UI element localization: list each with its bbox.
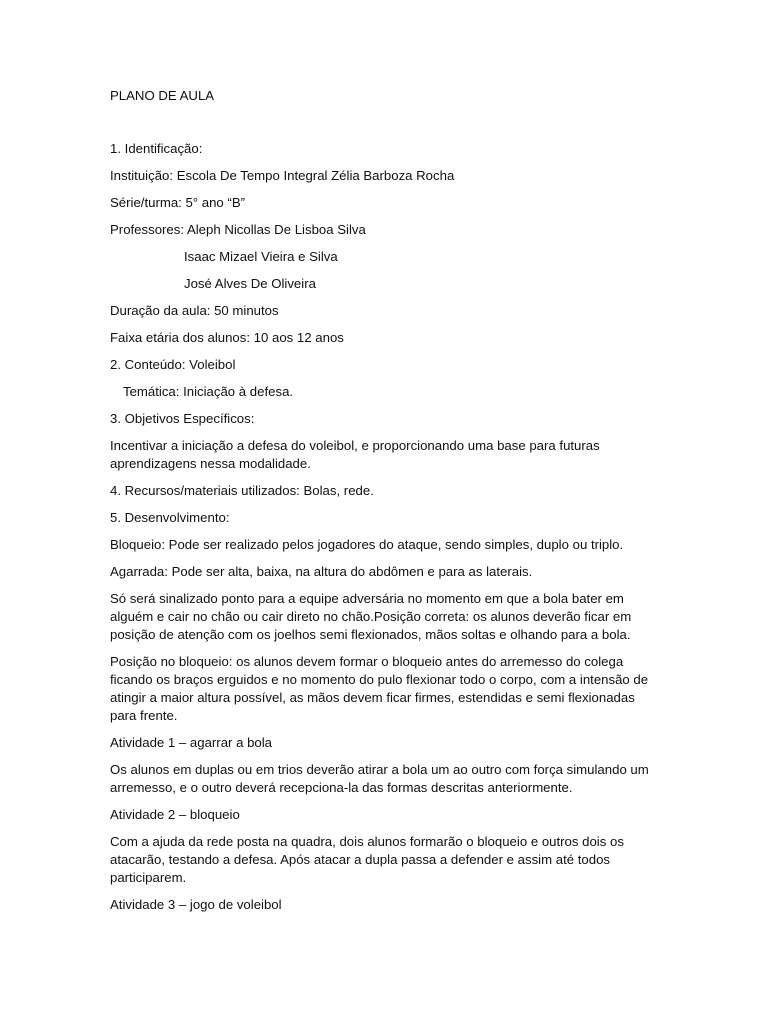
document-title: PLANO DE AULA — [110, 88, 215, 103]
objetivos-paragraph: Incentivar a iniciação a defesa do voleibol, e proporcionando uma base para futuras aprendizagens nessa modalidade. — [110, 438, 600, 471]
objetivos-heading: 3. Objetivos Específicos: — [110, 411, 255, 426]
ponto-paragraph: Só será sinalizado ponto para a equipe adversária no momento em que a bola bater em alguém e cair no chão ou cair direto no chão.Posição correta: os alunos deverão ficar em posição de atenção com os joelhos semi flexionados, mãos soltas e olhando para a bola. — [110, 591, 632, 642]
duracao-line: Duração da aula: 50 minutos — [110, 303, 279, 318]
atividade-2-title: Atividade 2 – bloqueio — [110, 807, 240, 822]
document-body — [110, 87, 658, 923]
conteudo-line: 2. Conteúdo: Voleibol — [110, 357, 236, 372]
professor-line: Isaac Mizael Vieira e Silva — [184, 249, 338, 264]
atividade-3-title: Atividade 3 – jogo de voleibol — [110, 897, 282, 912]
tematica-line: Temática: Iniciação à defesa. — [123, 384, 294, 399]
recursos-line: 4. Recursos/materiais utilizados: Bolas, rede. — [110, 483, 374, 498]
posicao-bloqueio-paragraph: Posição no bloqueio: os alunos devem formar o bloqueio antes do arremesso do colega ficando os braços erguidos e no momento do pulo flexionar todo o corpo, com a intensão de atingir a maior altura possível, as mãos devem ficar firmes, estendidas e semi flexionadas para frente. — [110, 654, 649, 723]
identificacao-heading: 1. Identificação: — [110, 141, 203, 156]
atividade-1-paragraph: Os alunos em duplas ou em trios deverão atirar a bola um ao outro com força simulando um arremesso, e o outro deverá recepciona-la das formas descritas anteriormente. — [110, 762, 649, 795]
professores-line: Professores: Aleph Nicollas De Lisboa Silva — [110, 222, 366, 237]
atividade-2-paragraph: Com a ajuda da rede posta na quadra, dois alunos formarão o bloqueio e outros dois os atacarão, testando a defesa. Após atacar a dupla passa a defender e assim até todos participarem. — [110, 834, 624, 885]
desenvolvimento-heading: 5. Desenvolvimento: — [110, 510, 230, 525]
instituicao-line: Instituição: Escola De Tempo Integral Zélia Barboza Rocha — [110, 168, 455, 183]
faixa-etaria-line: Faixa etária dos alunos: 10 aos 12 anos — [110, 330, 344, 345]
bloqueio-paragraph: Bloqueio: Pode ser realizado pelos jogadores do ataque, sendo simples, duplo ou triplo. — [110, 537, 624, 552]
atividade-1-title: Atividade 1 – agarrar a bola — [110, 735, 273, 750]
serie-turma-line: Série/turma: 5° ano “B” — [110, 195, 246, 210]
agarrada-paragraph: Agarrada: Pode ser alta, baixa, na altura do abdômen e para as laterais. — [110, 564, 533, 579]
professor-line: José Alves De Oliveira — [184, 276, 316, 291]
